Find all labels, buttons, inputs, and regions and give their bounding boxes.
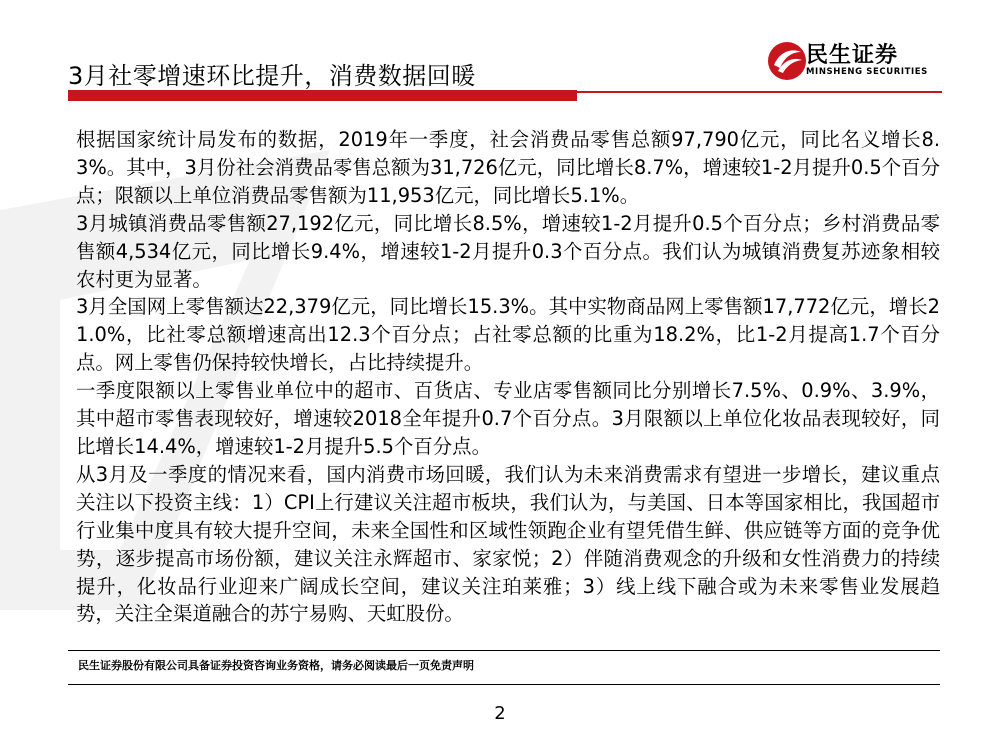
paragraph-retail-formats: 一季度限额以上零售业单位中的超市、百货店、专业店零售额同比分别增长7.5%、0.9%、3.9%，其中超市零售表现较好，增速较2018全年提升0.7个百分点。3月限额以上单位化妆品表现较好，同比增长14.4%，增速较1-2月提升5.5个百分点。 xyxy=(76,379,940,458)
footer-divider xyxy=(68,650,940,651)
footer-bottom-divider xyxy=(68,684,940,685)
page-title: 3月社零增速环比提升，消费数据回暖 xyxy=(68,62,476,90)
report-body xyxy=(76,126,940,628)
brand-name-cn: 民生证券 xyxy=(806,43,899,68)
paragraph-retail-sales: 根据国家统计局发布的数据，2019年一季度，社会消费品零售总额97,790亿元，同比名义增长8.3%。其中，3月份社会消费品零售总额为31,726亿元，同比增长8.7%，增速较1-2月提升0.5个百分点；限额以上单位消费品零售额为11,953亿元，同比增长5.1%。 xyxy=(76,128,940,207)
brand-name-en: MINSHENG SECURITIES xyxy=(806,67,928,77)
header-accent-bar xyxy=(68,90,577,101)
page-number: 2 xyxy=(494,703,506,724)
disclaimer-text: 民生证券股份有限公司具备证券投资咨询业务资格，请务必阅读最后一页免责声明 xyxy=(78,659,474,672)
paragraph-investment-outlook: 从3月及一季度的情况来看，国内消费市场回暖，我们认为未来消费需求有望进一步增长，建议重点关注以下投资主线：1）CPI上行建议关注超市板块，我们认为，与美国、日本等国家相比，我国超市行业集中度具有较大提升空间，未来全国性和区域性领跑企业有望凭借生鲜、供应链等方面的竞争优势，逐步提高市场份额，建议关注永辉超市、家家悦；2）伴随消费观念的升级和女性消费力的持续提升，化妆品行业迎来广阔成长空间，建议关注珀莱雅；3）线上线下融合或为未来零售业发展趋势，关注全渠道融合的苏宁易购、天虹股份。 xyxy=(76,462,940,626)
header-divider xyxy=(577,91,942,93)
paragraph-online-retail: 3月全国网上零售额达22,379亿元，同比增长15.3%。其中实物商品网上零售额17,772亿元，增长21.0%，比社零总额增速高出12.3个百分点；占社零总额的比重为18.2%，比1-2月提高1.7个百分点。网上零售仍保持较快增长，占比持续提升。 xyxy=(76,295,940,375)
paragraph-urban-rural: 3月城镇消费品零售额27,192亿元，同比增长8.5%，增速较1-2月提升0.5个百分点；乡村消费品零售额4,534亿元，同比增长9.4%，增速较1-2月提升0.3个百分点。我们认为城镇消费复苏迹象相较农村更为显著。 xyxy=(76,211,940,291)
